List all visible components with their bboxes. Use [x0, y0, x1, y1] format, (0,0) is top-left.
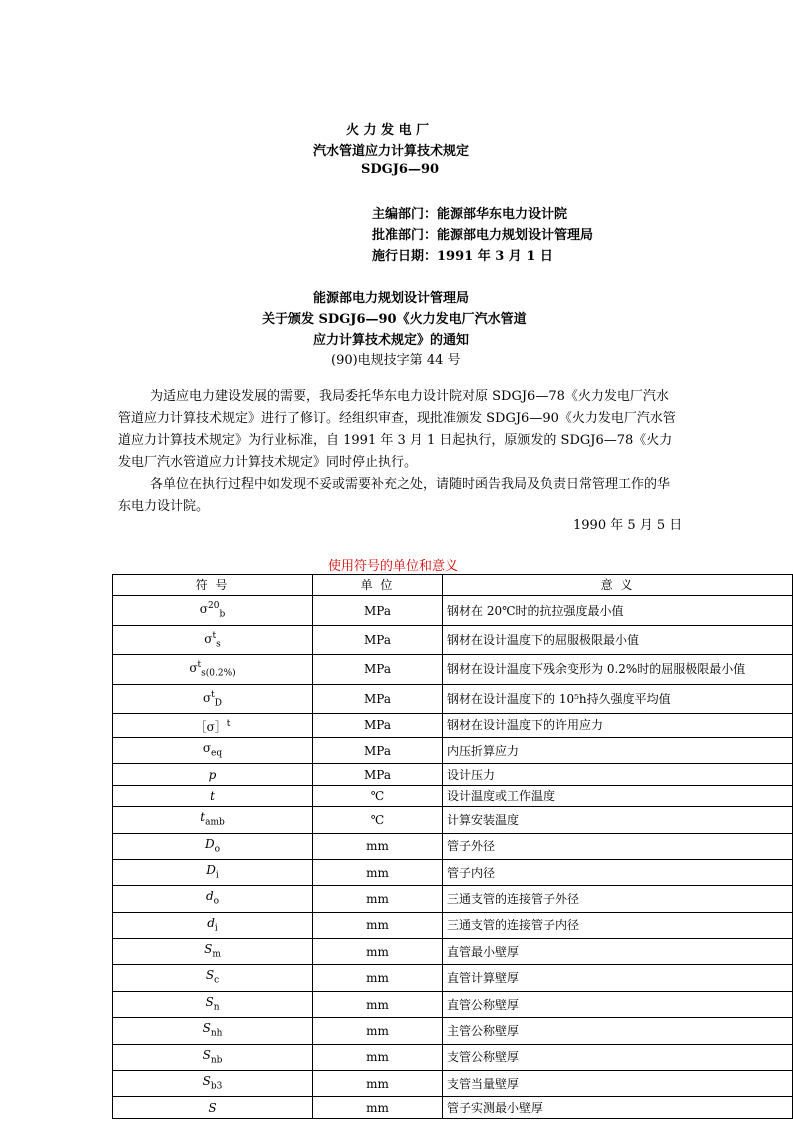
unit-cell: mm: [313, 965, 443, 991]
symbol-cell: [113, 1097, 313, 1118]
symbol-subscript: nh: [210, 1028, 223, 1039]
table-row: [113, 991, 793, 1017]
table-row: [113, 939, 793, 965]
table-caption: 使用符号的单位和意义: [328, 559, 459, 574]
symbol-cell: [113, 1018, 313, 1044]
meaning-cell: 三通支管的连接管子外径: [443, 886, 793, 912]
table-row: [113, 1018, 793, 1044]
meaning-cell: 直管最小壁厚: [443, 939, 793, 965]
symbol-subscript: s(0.2%): [201, 668, 236, 679]
symbol-base: S: [208, 1100, 217, 1115]
meaning-cell: 钢材在设计温度下残余变形为 0.2%时的屈服极限最小值: [443, 655, 793, 684]
doc-code: SDGJ6—90: [361, 162, 440, 177]
symbol-cell: [113, 596, 313, 625]
table-row: [113, 833, 793, 859]
unit-cell: mm: [313, 859, 443, 885]
symbol-cell: [113, 939, 313, 965]
symbol-superscript: t: [226, 718, 231, 729]
header-unit: 单 位: [313, 575, 443, 596]
symbol-subscript: o: [214, 843, 221, 854]
table-row: [113, 684, 793, 713]
table-row: [113, 596, 793, 625]
editor-line: 主编部门：能源部华东电力设计院: [372, 207, 568, 222]
header-symbol: 符 号: [113, 575, 313, 596]
symbol-base: S: [205, 994, 214, 1009]
symbol-base: σ: [199, 602, 208, 617]
symbol-subscript: b: [219, 609, 226, 620]
symbol-cell: [113, 859, 313, 885]
table-row: [113, 1044, 793, 1070]
symbol-base: S: [202, 1021, 211, 1036]
symbol-cell: [113, 886, 313, 912]
table-row: [113, 764, 793, 785]
symbol-base: σ: [202, 690, 212, 705]
symbol-subscript: m: [212, 949, 221, 960]
symbol-cell: [113, 991, 313, 1017]
symbol-subscript: c: [214, 975, 220, 986]
unit-cell: mm: [313, 1071, 443, 1097]
unit-cell: mm: [313, 1097, 443, 1118]
symbol-subscript: o: [213, 896, 220, 907]
symbol-subscript: b3: [210, 1081, 223, 1092]
meaning-cell: 主管公称壁厚: [443, 1018, 793, 1044]
symbol-base: σ: [204, 631, 213, 646]
symbol-cell: [113, 655, 313, 684]
symbol-base: t: [200, 810, 206, 825]
meaning-cell: 管子外径: [443, 833, 793, 859]
body-paragraph-2: 各单位在执行过程中如发现不妥或需要补充之处，请随时函告我局及负责日常管理工作的华东电力设计院。: [118, 477, 671, 514]
symbol-base: S: [204, 942, 213, 957]
symbol-base: D: [204, 836, 215, 851]
unit-cell: mm: [313, 886, 443, 912]
meaning-cell: 设计压力: [443, 764, 793, 785]
table-row: [113, 912, 793, 938]
unit-cell: ℃: [313, 785, 443, 806]
unit-cell: MPa: [313, 596, 443, 625]
signing-date: 1990 年 5 月 5 日: [573, 518, 683, 533]
meaning-cell: 管子实测最小壁厚: [443, 1097, 793, 1118]
unit-cell: mm: [313, 991, 443, 1017]
symbol-base: S: [202, 1047, 211, 1062]
symbol-cell: [113, 1071, 313, 1097]
header-meaning: 意 义: [443, 575, 793, 596]
unit-cell: ℃: [313, 807, 443, 833]
body-paragraph-1: 为适应电力建设发展的需要，我局委托华东电力设计院对原 SDGJ6—78《火力发电厂汽水管道应力计算技术规定》进行了修订。经组织审查，现批准颁发 SDGJ6—90《火力发电厂汽水管道应力计算技术规定》为行业标准，自 1991 年 3 月 1 日起执行，原颁发的 SDGJ6—78《火力发电厂汽水管道应力计算技术规定》同时停止执行。: [118, 389, 676, 470]
doc-title-line2: 汽水管道应力计算技术规定: [313, 144, 470, 159]
symbol-cell: [113, 764, 313, 785]
meaning-cell: 钢材在设计温度下的屈服极限最小值: [443, 625, 793, 654]
symbol-superscript: 20: [207, 601, 220, 612]
symbol-base: d: [207, 915, 215, 930]
doc-title-line1: 火 力 发 电 厂: [346, 123, 430, 138]
table-row: [113, 737, 793, 763]
meaning-cell: 直管公称壁厚: [443, 991, 793, 1017]
meaning-cell: 设计温度或工作温度: [443, 785, 793, 806]
symbol-cell: [113, 965, 313, 991]
unit-cell: MPa: [313, 764, 443, 785]
table-row: [113, 965, 793, 991]
notice-title-line2: 关于颁发 SDGJ6—90《火力发电厂汽水管道: [262, 312, 527, 327]
symbol-subscript: i: [214, 923, 218, 934]
meaning-cell: 钢材在 20℃时的抗拉强度最小值: [443, 596, 793, 625]
symbol-subscript: nb: [210, 1055, 223, 1066]
symbol-subscript: amb: [205, 817, 225, 828]
symbol-base: D: [206, 862, 216, 877]
symbol-subscript: D: [214, 697, 223, 708]
table-row: [113, 625, 793, 654]
unit-cell: mm: [313, 939, 443, 965]
table-row: [113, 785, 793, 806]
notice-title-line3: 应力计算技术规定》的通知: [313, 333, 470, 348]
table-row: [113, 713, 793, 737]
symbol-base: S: [205, 968, 215, 983]
table-row: [113, 859, 793, 885]
unit-cell: mm: [313, 912, 443, 938]
table-body: [113, 596, 793, 1118]
unit-cell: MPa: [313, 737, 443, 763]
unit-cell: MPa: [313, 655, 443, 684]
table-row: [113, 655, 793, 684]
symbol-cell: [113, 713, 313, 737]
symbol-base: σ: [202, 740, 212, 755]
table-row: [113, 1097, 793, 1118]
approver-line: 批准部门：能源部电力规划设计管理局: [372, 228, 594, 243]
unit-cell: MPa: [313, 625, 443, 654]
symbol-subscript: n: [213, 1002, 220, 1013]
symbol-cell: [113, 1044, 313, 1070]
symbol-base: t: [210, 788, 215, 803]
meaning-cell: 三通支管的连接管子内径: [443, 912, 793, 938]
symbol-cell: [113, 912, 313, 938]
symbol-cell: [113, 684, 313, 713]
meaning-cell: 钢材在设计温度下的许用应力: [443, 713, 793, 737]
symbol-subscript: s: [216, 639, 221, 650]
unit-cell: MPa: [313, 713, 443, 737]
unit-cell: MPa: [313, 684, 443, 713]
symbol-subscript: eq: [211, 748, 223, 759]
symbols-table: [112, 574, 793, 1119]
table-row: [113, 886, 793, 912]
meaning-cell: 支管公称壁厚: [443, 1044, 793, 1070]
meaning-cell: 直管计算壁厚: [443, 965, 793, 991]
meaning-cell: 支管当量壁厚: [443, 1071, 793, 1097]
meaning-cell: 钢材在设计温度下的 10⁵h持久强度平均值: [443, 684, 793, 713]
symbol-base: p: [208, 767, 217, 782]
notice-number: (90)电规技字第 44 号: [331, 353, 461, 368]
symbol-cell: [113, 833, 313, 859]
meaning-cell: 计算安装温度: [443, 807, 793, 833]
table-header-row: [113, 575, 793, 596]
notice-title-line1: 能源部电力规划设计管理局: [313, 291, 470, 306]
unit-cell: mm: [313, 833, 443, 859]
symbol-base: d: [205, 889, 214, 904]
unit-cell: mm: [313, 1018, 443, 1044]
symbol-cell: [113, 625, 313, 654]
symbol-superscript: t: [211, 689, 215, 700]
table-row: [113, 1071, 793, 1097]
symbol-superscript: t: [197, 660, 202, 671]
symbol-superscript: t: [212, 630, 217, 641]
symbol-cell: [113, 785, 313, 806]
effective-date-line: 施行日期：1991 年 3 月 1 日: [372, 249, 553, 264]
notice-body: [118, 386, 678, 518]
table-row: [113, 807, 793, 833]
symbol-base: σ: [189, 661, 198, 676]
symbol-cell: [113, 807, 313, 833]
symbol-subscript: i: [215, 870, 219, 881]
meaning-cell: 内压折算应力: [443, 737, 793, 763]
symbol-base: ［σ］: [194, 719, 227, 734]
symbol-cell: [113, 737, 313, 763]
meaning-cell: 管子内径: [443, 859, 793, 885]
symbol-base: S: [202, 1074, 211, 1089]
unit-cell: mm: [313, 1044, 443, 1070]
